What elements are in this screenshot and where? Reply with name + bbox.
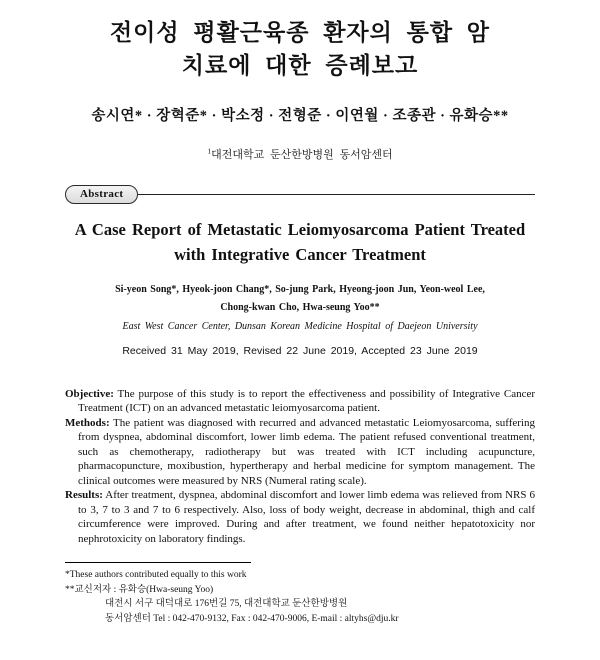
abstract-header <box>65 185 535 204</box>
korean-title-line2: 치료에 대한 증례보고 <box>181 53 419 79</box>
english-authors-line2: Chong-kwan Cho, Hwa-seung Yoo** <box>220 301 380 313</box>
english-title <box>65 217 535 268</box>
english-title-line2: with Integrative Cancer Treatment <box>174 245 426 265</box>
objective-label: Objective: <box>65 387 114 400</box>
english-title-line1: A Case Report of Metastatic Leiomyosarcoma Patient Treated <box>74 219 526 239</box>
objective-paragraph <box>65 387 535 416</box>
english-authors <box>65 281 535 317</box>
english-affiliation: East West Cancer Center, Dunsan Korean Medicine Hospital of Daejeon University <box>122 320 478 332</box>
korean-title-line1: 전이성 평활근육종 환자의 통합 암 <box>109 20 491 45</box>
abstract-body <box>65 387 535 547</box>
results-text: After treatment, dyspnea, abdominal discomfort and lower limb edema was relieved from NRS 6 to 3, 7 to 3 and 7 to 6 respectively. Also, loss of body weight, decrease in abdominal, thigh and calf circumference were improved. During and after treatment, we found neither hepatotoxicity nor nephrotoxicity on laboratory findings. <box>78 489 535 545</box>
corresponding-author-contact: 동서암센터 Tel : 042-470-9132, Fax : 042-470-9006, E-mail : altyhs@dju.kr <box>105 613 399 624</box>
affiliation-superscript: 1 <box>207 146 212 156</box>
korean-affiliation <box>65 146 535 162</box>
methods-paragraph <box>65 416 535 489</box>
footnotes <box>65 562 535 626</box>
received-revised-accepted-dates: Received 31 May 2019, Revised 22 June 2019, Accepted 23 June 2019 <box>122 344 478 357</box>
korean-authors: 송시연* · 장혁준* · 박소정 · 전형준 · 이연월 · 조종관 · 유화승** <box>91 107 509 124</box>
corresponding-author-address: 대전시 서구 대덕대로 176번길 75, 대전대학교 둔산한방병원 <box>105 599 348 610</box>
abstract-divider-line <box>138 194 535 195</box>
abstract-badge: Abstract <box>65 185 138 204</box>
methods-label: Methods: <box>65 416 110 429</box>
english-authors-line1: Si-yeon Song*, Hyeok-joon Chang*, So-jung Park, Hyeong-joon Jun, Yeon-weol Lee, <box>115 283 485 295</box>
objective-text: The purpose of this study is to report the effectiveness and possibility of Integrative Cancer Treatment (ICT) on an advanced metastatic leiomyosarcoma patient. <box>78 387 535 415</box>
corresponding-author-footnote: **교신저자 : 유화승(Hwa-seung Yoo) <box>65 584 214 595</box>
footnote-divider-line <box>65 562 251 563</box>
results-paragraph <box>65 488 535 546</box>
methods-text: The patient was diagnosed with recurred and advanced metastatic Leiomyosarcoma, suffering from dyspnea, abdominal discomfort, lower limb edema. The patient refused conventional treatment, such as chemotherapy, radiotherapy but was treated with ICT including acupuncture, pharmacopuncture, moxibustion, hypertherapy and herbal medicine for symptom management. The clinical outcomes were measured by NRS (Numeral rating scale). <box>78 416 535 487</box>
results-label: Results: <box>65 489 103 502</box>
equal-contribution-footnote: *These authors contributed equally to this work <box>65 570 247 581</box>
korean-affiliation-text: 대전대학교 둔산한방병원 동서암센터 <box>211 148 393 161</box>
korean-title <box>65 16 535 83</box>
